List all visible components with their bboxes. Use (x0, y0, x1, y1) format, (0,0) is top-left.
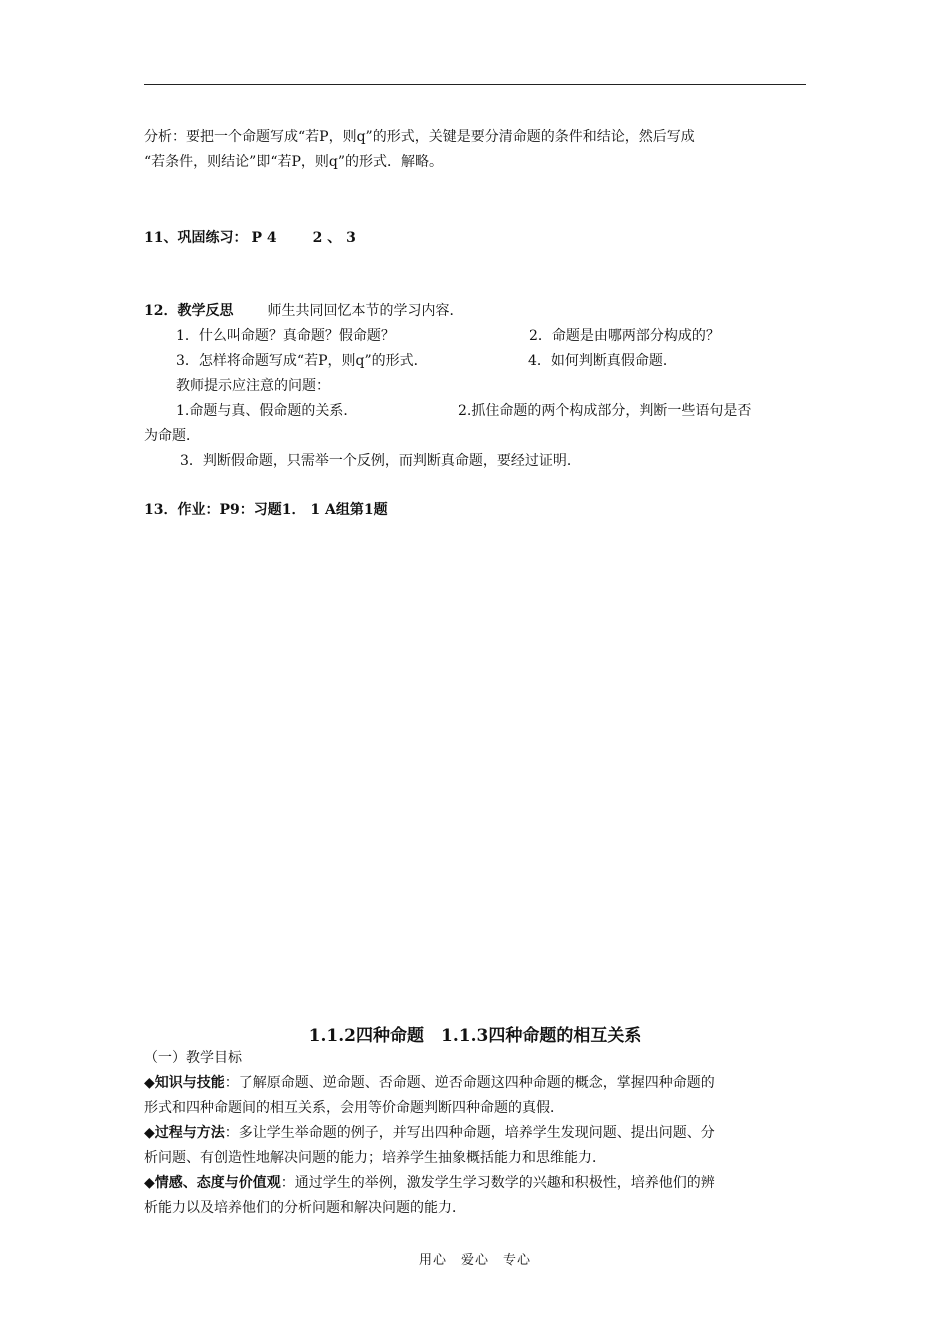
goal-knowledge-text-1: ：了解原命题、逆命题、否命题、逆否命题这四种命题的概念，掌握四种命题的 (224, 1075, 715, 1091)
reflection-question-2: 2．命题是由哪两部分构成的？ (529, 328, 720, 344)
section-subtitle: （一）教学目标 (144, 1050, 242, 1066)
practice-page: P 4 (251, 230, 277, 246)
reflection-note-3: 3．判断假命题，只需举一个反例，而判断真命题，要经过证明． (180, 453, 581, 469)
reflection-note-1: 1.命题与真、假命题的关系． (176, 403, 358, 419)
reflection-question-3: 3．怎样将命题写成“若P，则q”的形式． (176, 353, 428, 369)
practice-label: 11、巩固练习： (144, 230, 248, 246)
goal-process-text-1: ：多让学生举命题的例子，并写出四种命题，培养学生发现问题、提出问题、分 (224, 1125, 715, 1141)
goal-knowledge-line-1 (144, 1074, 715, 1092)
reflection-note-2a: 2.抓住命题的两个构成部分，判断一些语句是否 (458, 403, 752, 419)
header-rule (144, 84, 806, 85)
reflection-intro: 师生共同回忆本节的学习内容． (267, 303, 464, 319)
analysis-line-2: “若条件，则结论”即“若P，则q”的形式．解略。 (144, 154, 444, 170)
section-title: 1.1.2四种命题 1.1.3四种命题的相互关系 (308, 1026, 642, 1046)
goal-process-line-2: 析问题、有创造性地解决问题的能力；培养学生抽象概括能力和思维能力． (144, 1150, 606, 1166)
goal-knowledge-line-2: 形式和四种命题间的相互关系，会用等价命题判断四种命题的真假． (144, 1100, 564, 1116)
reflection-question-1: 1．什么叫命题？真命题？假命题？ (176, 328, 395, 344)
reflection-heading-line (144, 302, 463, 320)
goal-process-line-1 (144, 1124, 715, 1142)
goal-attitude-line-1 (144, 1174, 715, 1192)
reflection-label: 12．教学反思 (144, 303, 234, 319)
reflection-note-2b: 为命题． (144, 428, 200, 444)
homework-line: 13．作业：P9：习题1． 1 A组第1题 (144, 502, 388, 518)
goal-knowledge-label: ◆知识与技能 (144, 1075, 225, 1091)
goal-process-label: ◆过程与方法 (144, 1125, 225, 1141)
goal-attitude-label: ◆情感、态度与价值观 (144, 1175, 281, 1191)
analysis-line-1: 分析：要把一个命题写成“若P，则q”的形式，关键是要分清命题的条件和结论，然后写成 (144, 129, 695, 145)
reflection-notes-label: 教师提示应注意的问题： (176, 378, 330, 394)
goal-attitude-line-2: 析能力以及培养他们的分析问题和解决问题的能力． (144, 1200, 466, 1216)
practice-items: 2 、 3 (312, 230, 356, 246)
reflection-question-4: 4．如何判断真假命题． (528, 353, 677, 369)
practice-line (144, 229, 356, 247)
page-footer: 用心 爱心 专心 (418, 1253, 531, 1268)
goal-attitude-text-1: ：通过学生的举例，激发学生学习数学的兴趣和积极性，培养他们的辨 (280, 1175, 715, 1191)
